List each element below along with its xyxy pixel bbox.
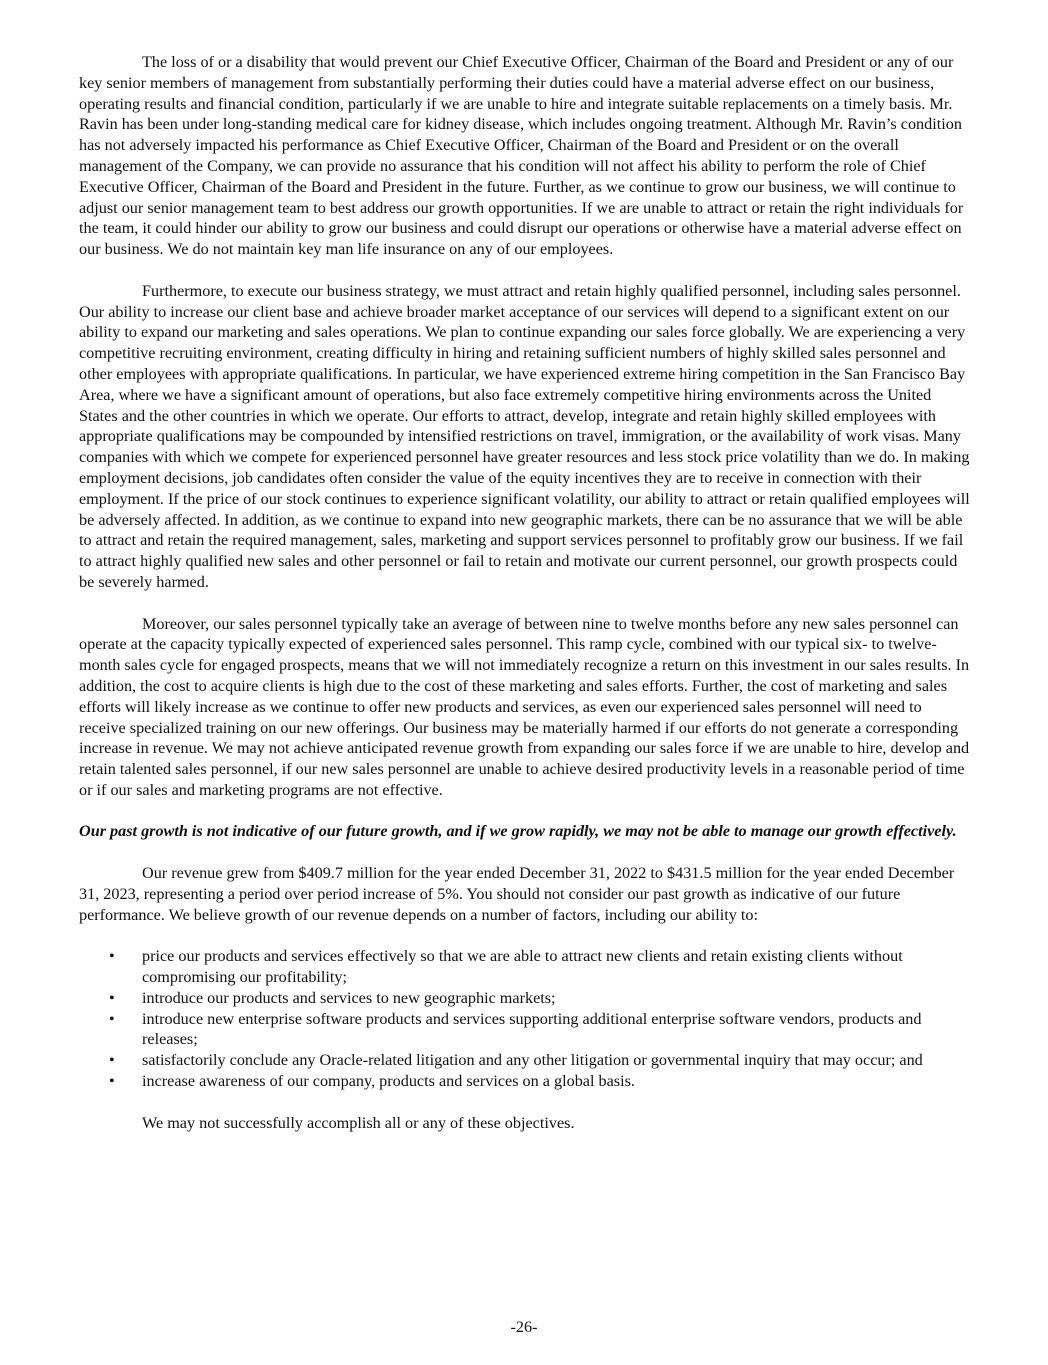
bullet-icon: • (109, 1051, 115, 1070)
list-item (79, 1071, 972, 1092)
growth-factors-list (79, 946, 972, 1092)
list-item (79, 1050, 972, 1071)
list-item (79, 988, 972, 1009)
bullet-icon: • (109, 1072, 115, 1091)
closing-paragraph: We may not successfully accomplish all or any of these objectives. (142, 1113, 575, 1132)
paragraph-revenue-growth: Our revenue grew from $409.7 million for the year ended December 31, 2022 to $431.5 million for the year ended December 31, 2023, representing a period over period increase of 5%. You should not consider our past growth as indicative of our future performance. We believe growth of our revenue depends on a number of factors, including our ability to: (79, 864, 955, 924)
list-item-text: introduce our products and services to new geographic markets; (142, 988, 556, 1007)
list-item (79, 1009, 972, 1051)
bullet-icon: • (109, 988, 115, 1007)
bullet-icon: • (109, 947, 115, 966)
list-item-text: introduce new enterprise software products and services supporting additional enterprise software vendors, products and releases; (142, 1009, 922, 1049)
section-heading: Our past growth is not indicative of our future growth, and if we grow rapidly, we may not be able to manage our growth effectively. (79, 822, 957, 841)
paragraph-key-management: The loss of or a disability that would prevent our Chief Executive Officer, Chairman of the Board and President or any of our key senior members of management from substantially performing their duties could have a material adverse effect on our business, operating results and financial condition, particularly if we are unable to hire and integrate suitable replacements on a timely basis. Mr. Ravin has been under long-standing medical care for kidney disease, which includes ongoing treatment. Although Mr. Ravin’s condition has not adversely impacted his performance as Chief Executive Officer, Chairman of the Board and President or on the overall management of the Company, we can provide no assurance that his condition will not affect his ability to perform the role of Chief Executive Officer, Chairman of the Board and President in the future. Further, as we continue to grow our business, we will continue to adjust our senior management team to best address our growth opportunities. If we are unable to attract or retain the right individuals for the team, it could hinder our ability to grow our business and could disrupt our operations or otherwise have a material adverse effect on our business. We do not maintain key man life insurance on any of our employees. (79, 53, 964, 259)
list-item-text: price our products and services effectively so that we are able to attract new clients and retain existing clients without compromising our profitability; (142, 947, 903, 987)
list-item-text: increase awareness of our company, products and services on a global basis. (142, 1072, 635, 1091)
list-item-text: satisfactorily conclude any Oracle-related litigation and any other litigation or governmental inquiry that may occur; and (142, 1051, 923, 1070)
document-body (79, 52, 972, 1133)
paragraph-sales-ramp: Moreover, our sales personnel typically take an average of between nine to twelve months before any new sales personnel can operate at the capacity typically expected of experienced sales personnel. This ramp cycle, combined with our typical six- to twelve-month sales cycle for engaged prospects, means that we will not immediately recognize a return on this investment in our sales results. In addition, the cost to acquire clients is high due to the cost of these marketing and sales efforts. Further, the cost of marketing and sales efforts will likely increase as we continue to offer new products and services, as even our experienced sales personnel will need to receive specialized training on our new offerings. Our business may be materially harmed if our efforts do not generate a corresponding increase in revenue. We may not achieve anticipated revenue growth from expanding our sales force if we are unable to hire, develop and retain talented sales personnel, if our new sales personnel are unable to achieve desired productivity levels in a reasonable period of time or if our sales and marketing programs are not effective. (79, 614, 970, 799)
bullet-icon: • (109, 1009, 115, 1028)
paragraph-sales-personnel: Furthermore, to execute our business strategy, we must attract and retain highly qualified personnel, including sales personnel. Our ability to increase our client base and achieve broader market acceptance of our services will depend to a significant extent on our ability to expand our marketing and sales operations. We plan to continue expanding our sales force globally. We are experiencing a very competitive recruiting environment, creating difficulty in hiring and retaining sufficient numbers of highly skilled sales personnel and other employees with appropriate qualifications. In particular, we have experienced extreme hiring competition in the San Francisco Bay Area, where we have a significant amount of operations, but also face extremely competitive hiring environments across the United States and the other countries in which we operate. Our efforts to attract, develop, integrate and retain highly skilled employees with appropriate qualifications may be compounded by intensified restrictions on travel, immigration, or the availability of work visas. Many companies with which we compete for experienced personnel have greater resources and less stock price volatility than we do. In making employment decisions, job candidates often consider the value of the equity incentives they are to receive in connection with their employment. If the price of our stock continues to experience significant volatility, our ability to attract or retain qualified employees will be adversely affected. In addition, as we continue to expand into new geographic markets, there can be no assurance that we will be able to attract and retain the required management, sales, marketing and support services personnel to profitably grow our business. If we fail to attract highly qualified new sales and other personnel or fail to retain and motivate our current personnel, our growth prospects could be severely harmed. (79, 281, 970, 591)
list-item (79, 946, 972, 988)
page-number: -26- (510, 1318, 538, 1336)
